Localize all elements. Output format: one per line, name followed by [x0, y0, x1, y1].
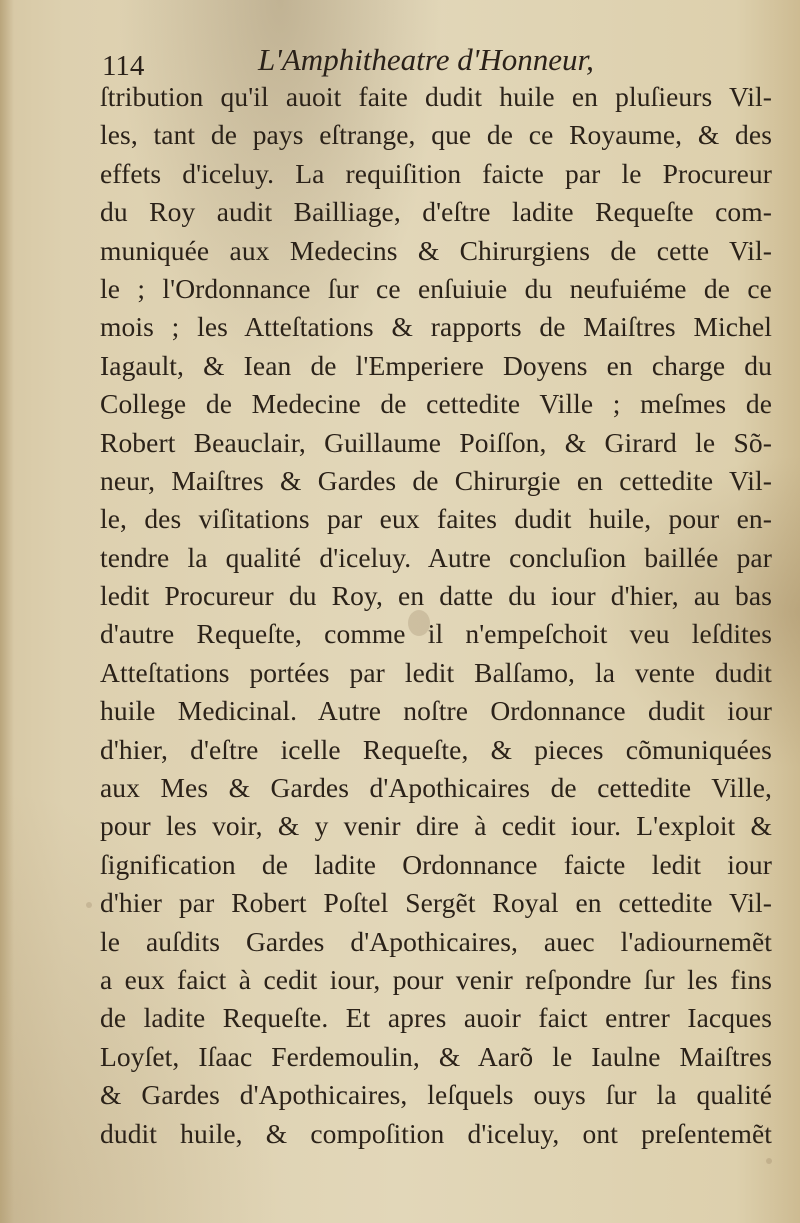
- running-title: L'Amphitheatre d'Honneur,: [258, 42, 594, 77]
- text-line: neur, Maiſtres & Gardes de Chirurgie en cettedite Vil-: [100, 464, 772, 496]
- text-line: Iagault, & Iean de l'Emperiere Doyens en charge du: [100, 349, 772, 381]
- page-number: 114: [102, 50, 145, 82]
- page-gutter-shadow: [0, 0, 14, 1223]
- text-line: Robert Beauclair, Guillaume Poiſſon, & Girard le Sõ-: [100, 426, 772, 458]
- text-line: Atteſtations portées par ledit Balſamo, la vente dudit: [100, 656, 772, 688]
- text-line: le ; l'Ordonnance ſur ce enſuiuie du neufuiéme de ce: [100, 272, 772, 304]
- text-line: ſtribution qu'il auoit faite dudit huile en pluſieurs Vil-: [100, 81, 772, 112]
- text-line: Loyſet, Iſaac Ferdemoulin, & Aarõ le Iaulne Maiſtres: [100, 1040, 772, 1072]
- text-line: le auſdits Gardes d'Apothicaires, auec l'adiournemẽt: [100, 925, 772, 957]
- body-text: [100, 78, 772, 1153]
- text-line: & Gardes d'Apothicaires, leſquels ouys ſur la qualité: [100, 1079, 772, 1111]
- text-line: d'autre Requeſte, comme il n'empeſchoit veu leſdites: [100, 618, 772, 650]
- text-line: huile Medicinal. Autre noſtre Ordonnance dudit iour: [100, 695, 772, 727]
- text-line: effets d'iceluy. La requiſition faicte par le Procureur: [100, 157, 772, 189]
- text-line: a eux faict à cedit iour, pour venir reſpondre ſur les fins: [100, 963, 772, 995]
- text-line: les, tant de pays eſtrange, que de ce Royaume, & des: [100, 119, 772, 151]
- text-line: d'hier par Robert Poſtel Sergẽt Royal en cettedite Vil-: [100, 887, 772, 919]
- text-line: de ladite Requeſte. Et apres auoir faict entrer Iacques: [100, 1002, 772, 1034]
- text-line: muniquée aux Medecins & Chirurgiens de cette Vil-: [100, 234, 772, 266]
- text-line: d'hier, d'eſtre icelle Requeſte, & pieces cõmuniquées: [100, 733, 772, 765]
- text-line: du Roy audit Bailliage, d'eſtre ladite Requeſte com-: [100, 196, 772, 228]
- text-line: tendre la qualité d'iceluy. Autre concluſion baillée par: [100, 541, 772, 573]
- text-line: dudit huile, & compoſition d'iceluy, ont preſentemẽt: [100, 1117, 772, 1149]
- text-line: College de Medecine de cettedite Ville ; meſmes de: [100, 388, 772, 420]
- text-line: pour les voir, & y venir dire à cedit iour. L'exploit &: [100, 810, 772, 842]
- text-line: le, des viſitations par eux faites dudit huile, pour en-: [100, 503, 772, 535]
- paper-spot: [86, 902, 92, 908]
- text-line: ledit Procureur du Roy, en datte du iour d'hier, au bas: [100, 580, 772, 612]
- paper-spot: [766, 1158, 772, 1164]
- text-line: aux Mes & Gardes d'Apothicaires de cettedite Ville,: [100, 772, 772, 804]
- text-line: ſignification de ladite Ordonnance faicte ledit iour: [100, 848, 772, 880]
- text-line: mois ; les Atteſtations & rapports de Maiſtres Michel: [100, 311, 772, 343]
